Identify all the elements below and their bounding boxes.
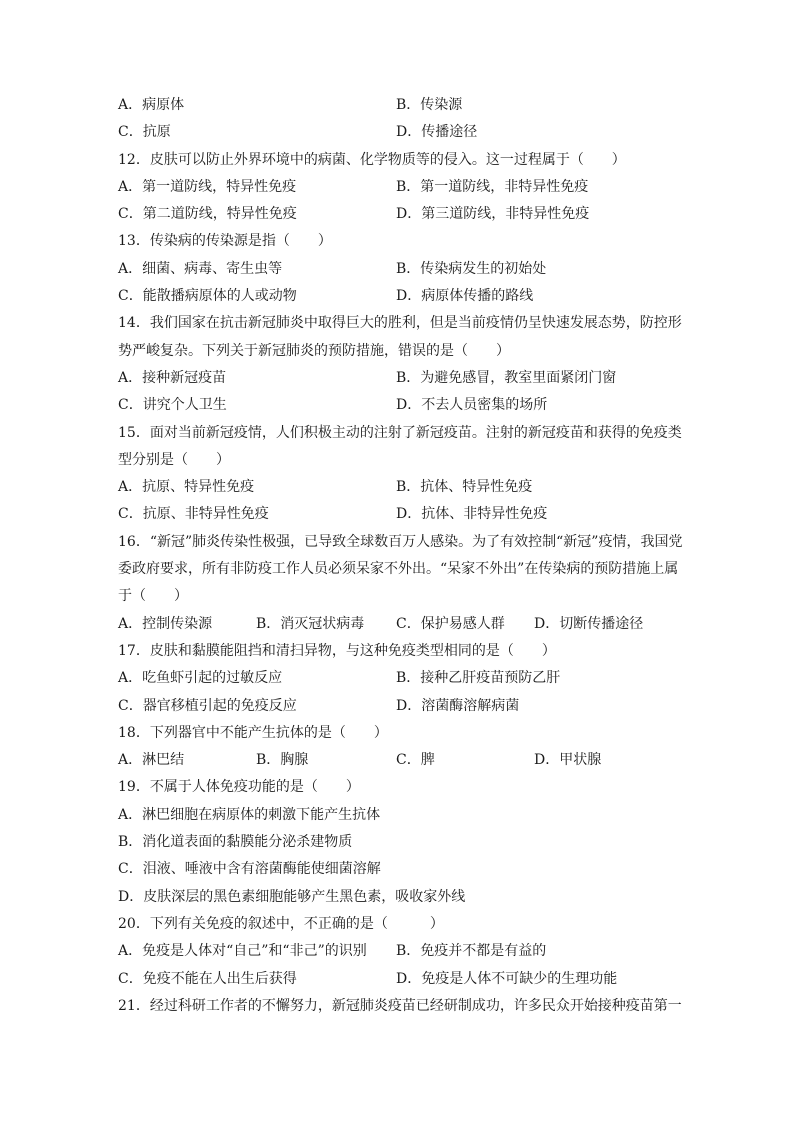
option-left: C．抗原、非特异性免疫 xyxy=(118,506,269,523)
question-text-line xyxy=(118,884,678,911)
question-text-line xyxy=(118,856,678,883)
option-row xyxy=(118,256,678,283)
question-text-line xyxy=(118,338,678,365)
option-row xyxy=(118,92,678,119)
option-row xyxy=(118,665,678,692)
option-row xyxy=(118,283,678,310)
question-text-line xyxy=(118,420,682,447)
option-row xyxy=(118,966,678,993)
question-text-line xyxy=(118,583,678,610)
option-row xyxy=(118,174,678,201)
question-text-line xyxy=(118,228,678,255)
question-text-line xyxy=(118,911,678,938)
option-left: C．能散播病原体的人或动物 xyxy=(118,288,297,305)
question-text-line xyxy=(118,310,682,337)
option-row xyxy=(118,501,678,528)
question-text-line xyxy=(118,829,678,856)
question-text: 委政府要求，所有非防疫工作人员必须呆家不外出。“呆家不外出”在传染病的预防措施上属 xyxy=(118,561,679,578)
question-text: 16．“新冠”肺炎传染性极强，已导致全球数百万人感染。为了有效控制“新冠”疫情，我国党 xyxy=(118,533,683,550)
option-left: C．抗原 xyxy=(118,124,171,141)
question-text: 17．皮肤和黏膜能阻挡和清扫异物，与这种免疫类型相同的是（ ） xyxy=(118,642,556,659)
option-right: D．第三道防线，非特异性免疫 xyxy=(396,206,590,223)
option-right: B．为避免感冒，教室里面紧闭门窗 xyxy=(396,369,617,386)
question-text-line xyxy=(118,638,678,665)
option-left: C．第二道防线，特异性免疫 xyxy=(118,206,297,223)
question-text-line xyxy=(118,993,682,1020)
option-left: A．病原体 xyxy=(118,97,185,113)
option-a: A．淋巴结 xyxy=(118,752,185,769)
option-a: A．控制传染源 xyxy=(118,615,213,632)
option-left: A．细菌、病毒、寄生虫等 xyxy=(118,260,283,277)
exam-page xyxy=(118,92,683,1020)
option-left: A．接种新冠疫苗 xyxy=(118,369,227,386)
option-right: B．免疫并不都是有益的 xyxy=(396,943,547,960)
question-text: B．消化道表面的黏膜能分泌杀建物质 xyxy=(118,834,353,851)
question-text: 19．不属于人体免疫功能的是（ ） xyxy=(118,779,360,796)
option-row-four xyxy=(118,747,678,774)
question-text: 型分别是（ ） xyxy=(118,451,230,468)
option-right: B．传染源 xyxy=(396,97,463,113)
question-text-line xyxy=(118,529,683,556)
question-text: 15．面对当前新冠疫情，人们积极主动的注射了新冠疫苗。注射的新冠疫苗和获得的免疫类 xyxy=(118,424,682,441)
option-left: C．讲究个人卫生 xyxy=(118,397,227,414)
option-c: C．保护易感人群 xyxy=(396,615,505,632)
option-right: D．免疫是人体不可缺少的生理功能 xyxy=(396,970,618,987)
option-row-four xyxy=(118,611,678,638)
question-text: 20．下列有关免疫的叙述中，不正确的是（ ） xyxy=(118,915,444,932)
question-text-line xyxy=(118,774,678,801)
option-row xyxy=(118,119,678,146)
question-text: 18．下列器官中不能产生抗体的是（ ） xyxy=(118,724,388,741)
question-text: 于（ ） xyxy=(118,588,188,605)
question-text: 12．皮肤可以防止外界环境中的病菌、化学物质等的侵入。这一过程属于（ ） xyxy=(118,151,626,168)
option-c: C．脾 xyxy=(396,752,435,769)
option-d: D．甲状腺 xyxy=(534,752,602,769)
option-row xyxy=(118,474,678,501)
question-text: 21．经过科研工作者的不懈努力，新冠肺炎疫苗已经研制成功，许多民众开始接种疫苗第一 xyxy=(118,997,682,1014)
option-right: B．第一道防线，非特异性免疫 xyxy=(396,178,589,195)
option-left: C．器官移植引起的免疫反应 xyxy=(118,697,297,714)
option-right: B．传染病发生的初始处 xyxy=(396,260,547,277)
question-text: 13．传染病的传染源是指（ ） xyxy=(118,233,332,250)
question-text: 势严峻复杂。下列关于新冠肺炎的预防措施，错误的是（ ） xyxy=(118,342,510,359)
question-text-line xyxy=(118,556,678,583)
option-b: B．消灭冠状病毒 xyxy=(256,615,365,632)
option-row xyxy=(118,938,678,965)
question-text: D．皮肤深层的黑色素细胞能够产生黑色素，吸收家外线 xyxy=(118,888,466,905)
option-row xyxy=(118,365,678,392)
option-right: B．接种乙肝疫苗预防乙肝 xyxy=(396,670,561,687)
option-left: A．抗原、特异性免疫 xyxy=(118,479,255,496)
question-text: C．泪液、唾液中含有溶菌酶能使细菌溶解 xyxy=(118,861,381,878)
option-right: D．溶菌酶溶解病菌 xyxy=(396,697,520,714)
option-row xyxy=(118,693,678,720)
question-text-line xyxy=(118,447,678,474)
option-left: A．免疫是人体对“自己”和“非己”的识别 xyxy=(118,943,367,960)
question-text-line xyxy=(118,802,678,829)
option-right: D．抗体、非特异性免疫 xyxy=(396,506,548,523)
question-text: A．淋巴细胞在病原体的刺激下能产生抗体 xyxy=(118,806,381,823)
option-left: A．吃鱼虾引起的过敏反应 xyxy=(118,670,283,687)
option-left: C．免疫不能在人出生后获得 xyxy=(118,970,297,987)
option-b: B．胸腺 xyxy=(256,752,309,769)
question-text: 14．我们国家在抗击新冠肺炎中取得巨大的胜利，但是当前疫情仍呈快速发展态势，防控形 xyxy=(118,315,682,332)
option-left: A．第一道防线，特异性免疫 xyxy=(118,178,297,195)
question-text-line xyxy=(118,147,678,174)
question-text-line xyxy=(118,720,678,747)
option-right: D．传播途径 xyxy=(396,124,478,141)
option-right: D．不去人员密集的场所 xyxy=(396,397,548,414)
option-row xyxy=(118,201,678,228)
option-row xyxy=(118,392,678,419)
option-d: D．切断传播途径 xyxy=(534,615,644,632)
option-right: B．抗体、特异性免疫 xyxy=(396,479,533,496)
option-right: D．病原体传播的路线 xyxy=(396,288,534,305)
